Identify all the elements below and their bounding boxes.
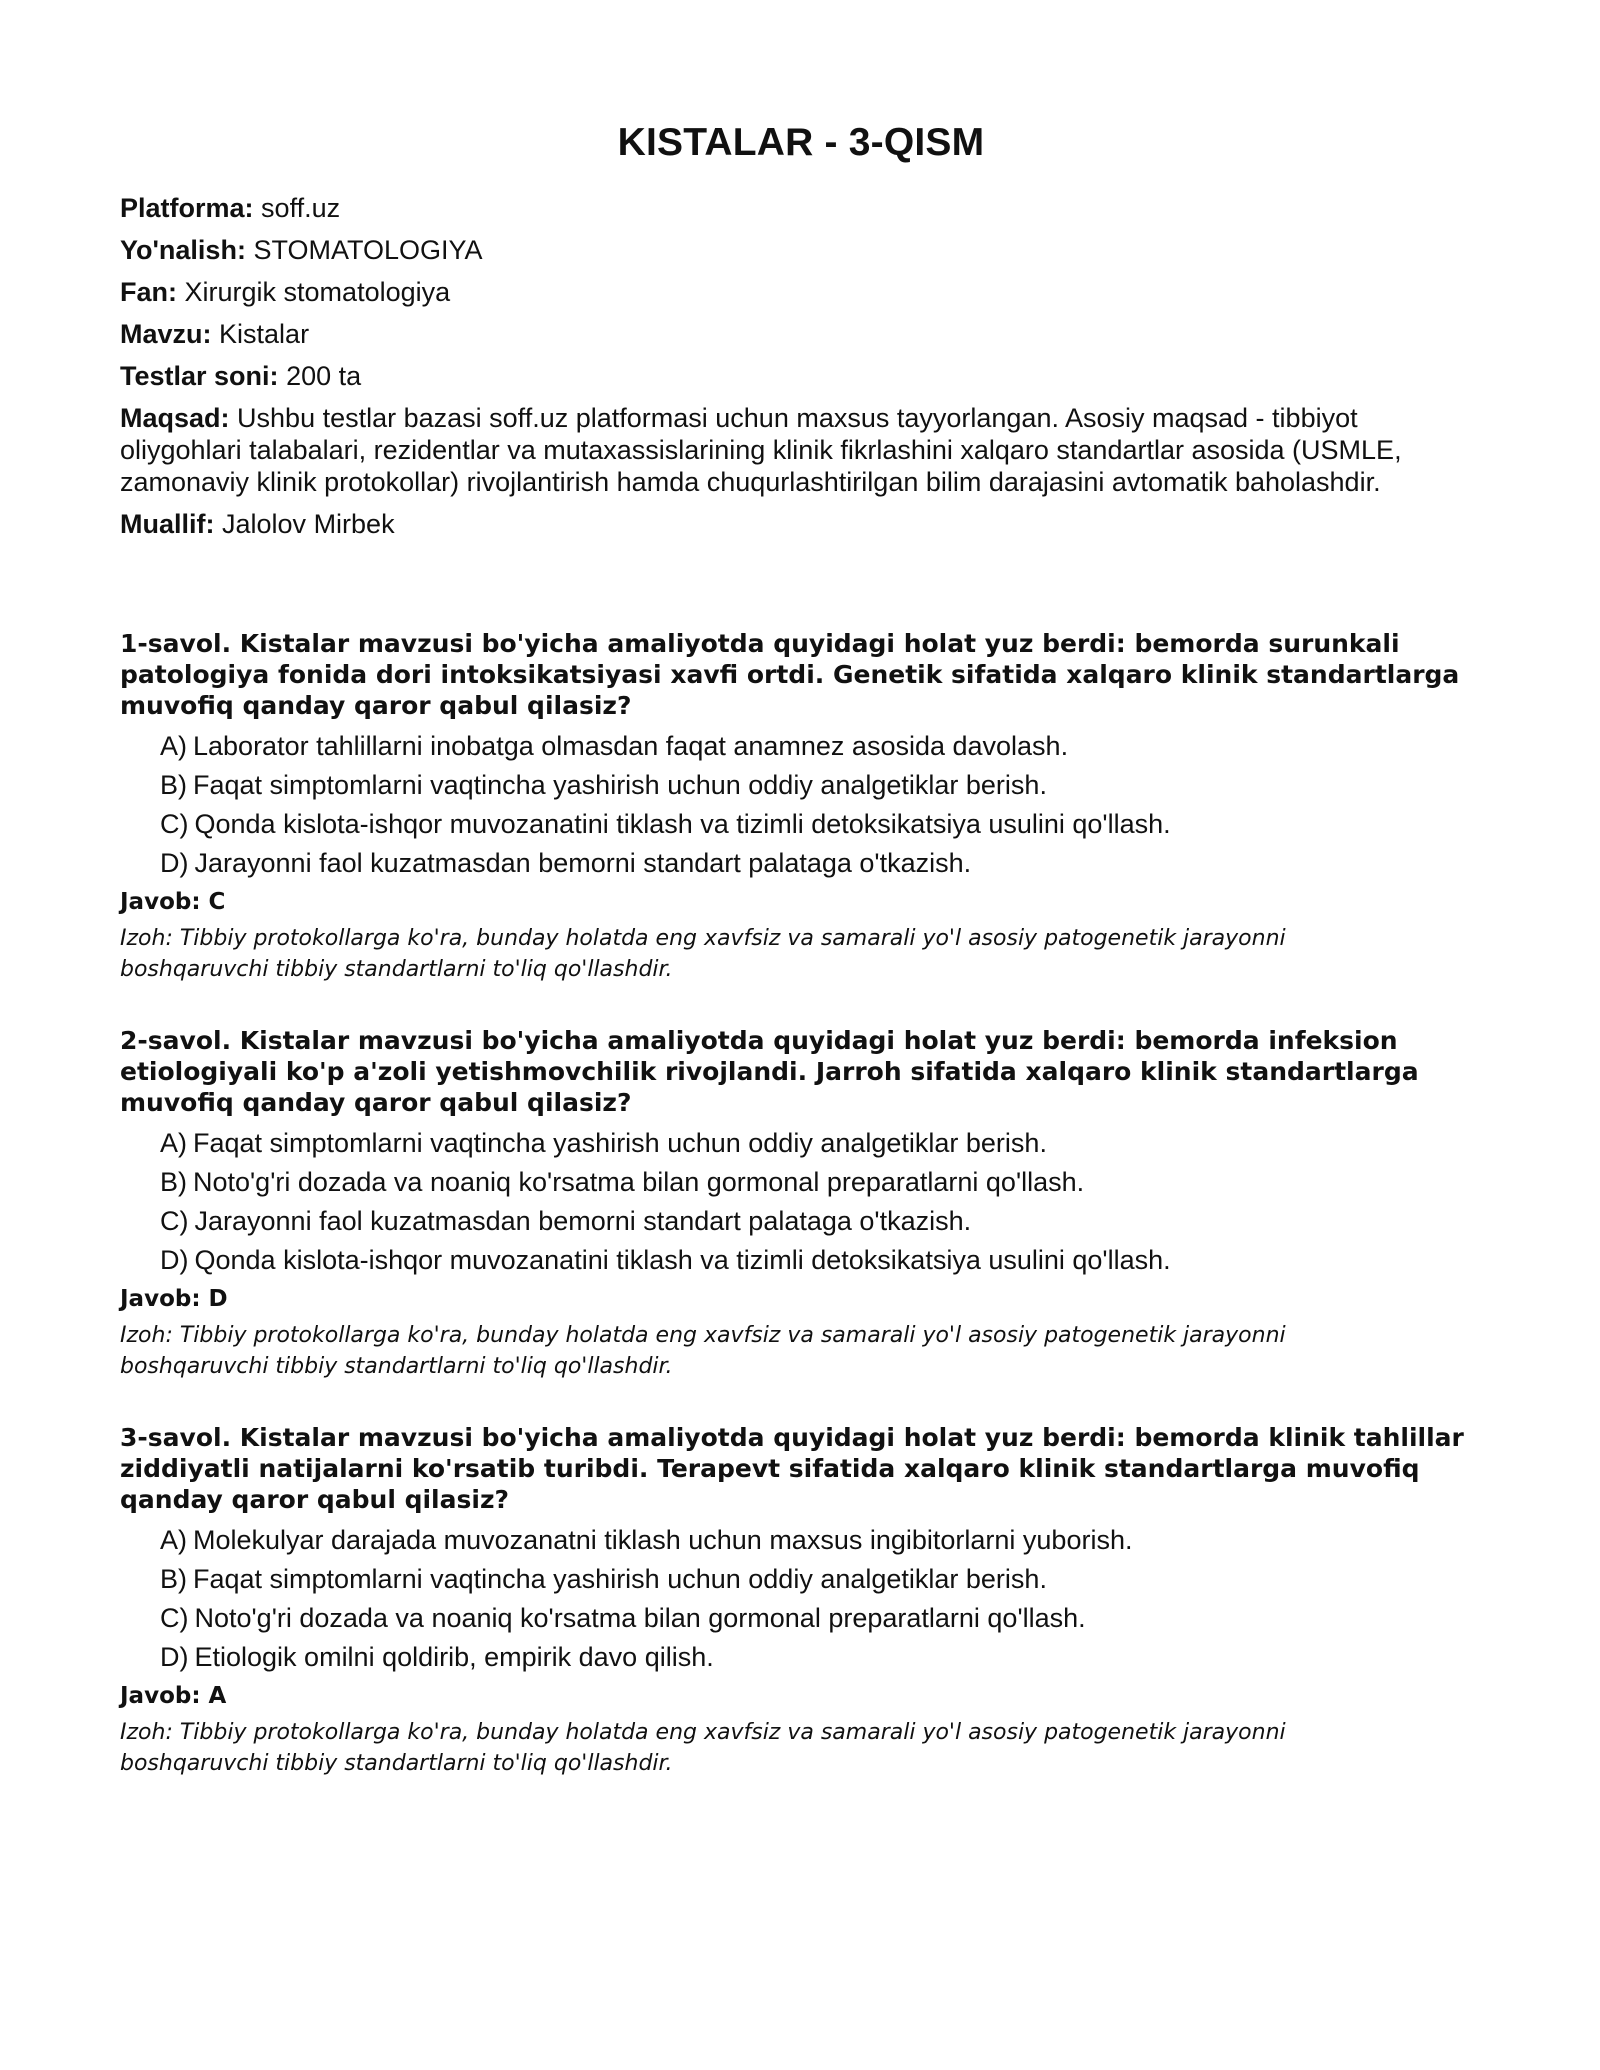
option-text: Faqat simptomlarni vaqtincha yashirish uchun oddiy analgetiklar berish.: [193, 770, 1047, 800]
question-3-option-b: [160, 1564, 1482, 1595]
option-text: Laborator tahlillarni inobatga olmasdan faqat anamnez asosida davolash.: [193, 731, 1069, 761]
question-1-option-a: [160, 731, 1482, 762]
meta-purpose-value: Ushbu testlar bazasi soff.uz platformasi uchun maxsus tayyorlangan. Asosiy maqsad - tibbiyot oliygohlari talabalari, rezidentlar va mutaxassislarining klinik fikrlashini xalqaro standartlar asosida (USMLE, zamonaviy klinik protokollar) rivojlantirish hamda chuqurlashtirilgan bilim darajasini avtomatik baholashdir.: [120, 403, 1402, 497]
question-2-explanation: Izoh: Tibbiy protokollarga ko'ra, bunday holatda eng xavfsiz va samarali yo'l asosiy patogenetik jarayonni boshqaruvchi tibbiy standartlarni to'liq qo'llashdir.: [120, 1323, 1286, 1379]
question-3-option-d: [160, 1642, 1482, 1673]
meta-topic-key: Mavzu:: [120, 319, 212, 349]
option-text: Faqat simptomlarni vaqtincha yashirish uchun oddiy analgetiklar berish.: [193, 1128, 1047, 1158]
metadata-block: [120, 192, 1482, 540]
option-text: Jarayonni faol kuzatmasdan bemorni standart palataga o'tkazish.: [194, 1206, 972, 1236]
option-text: Qonda kislota-ishqor muvozanatini tiklash va tizimli detoksikatsiya usulini qo'llash.: [194, 809, 1171, 839]
option-text: Molekulyar darajada muvozanatni tiklash uchun maxsus ingibitorlarni yuborish.: [193, 1525, 1133, 1555]
meta-test-count: [120, 360, 1482, 392]
meta-topic-value: Kistalar: [219, 319, 310, 349]
option-letter: C): [160, 1206, 189, 1236]
option-letter: C): [160, 809, 189, 839]
question-1-option-b: [160, 770, 1482, 801]
meta-platform-value: soff.uz: [261, 193, 341, 223]
option-letter: B): [160, 1167, 187, 1197]
option-letter: A): [160, 1128, 187, 1158]
question-3-options: [160, 1525, 1482, 1673]
question-2-options: [160, 1128, 1482, 1276]
question-3-answer: Javob: A: [120, 1683, 227, 1709]
meta-test-count-value: 200 ta: [286, 361, 362, 391]
question-1: [120, 628, 1482, 985]
option-text: Qonda kislota-ishqor muvozanatini tiklash va tizimli detoksikatsiya usulini qo'llash.: [194, 1245, 1171, 1275]
question-1-text: 1-savol. Kistalar mavzusi bo'yicha amaliyotda quyidagi holat yuz berdi: bemorda surunkali patologiya fonida dori intoksikatsiyasi xavfi ortdi. Genetik sifatida xalqaro klinik standartlarga muvofiq qanday qaror qabul qilasiz?: [120, 629, 1460, 720]
meta-test-count-key: Testlar soni:: [120, 361, 279, 391]
question-2-option-d: [160, 1245, 1482, 1276]
option-letter: B): [160, 770, 187, 800]
meta-subject-value: Xirurgik stomatologiya: [184, 277, 451, 307]
meta-direction-key: Yo'nalish:: [120, 235, 246, 265]
meta-purpose-key: Maqsad:: [120, 403, 230, 433]
option-letter: C): [160, 1603, 189, 1633]
option-letter: D): [160, 1642, 189, 1672]
question-1-option-d: [160, 848, 1482, 879]
option-text: Etiologik omilni qoldirib, empirik davo qilish.: [194, 1642, 714, 1672]
meta-subject-key: Fan:: [120, 277, 177, 307]
document-title: KISTALAR - 3-QISM: [617, 121, 985, 164]
question-2-option-b: [160, 1167, 1482, 1198]
meta-author: [120, 508, 1482, 540]
option-letter: A): [160, 1525, 187, 1555]
meta-platform: [120, 192, 1482, 224]
question-2-option-a: [160, 1128, 1482, 1159]
section-spacer: [120, 550, 1482, 628]
meta-platform-key: Platforma:: [120, 193, 254, 223]
question-1-options: [160, 731, 1482, 879]
option-letter: D): [160, 848, 189, 878]
option-text: Jarayonni faol kuzatmasdan bemorni standart palataga o'tkazish.: [194, 848, 972, 878]
meta-direction-value: STOMATOLOGIYA: [253, 235, 483, 265]
question-1-answer: Javob: C: [120, 889, 226, 915]
meta-purpose: [120, 402, 1482, 498]
option-letter: B): [160, 1564, 187, 1594]
question-3-text: 3-savol. Kistalar mavzusi bo'yicha amaliyotda quyidagi holat yuz berdi: bemorda klinik tahlillar ziddiyatli natijalarni ko'rsatib turibdi. Terapevt sifatida xalqaro klinik standartlarga muvofiq qanday qaror qabul qilasiz?: [120, 1423, 1464, 1514]
question-3-explanation: Izoh: Tibbiy protokollarga ko'ra, bunday holatda eng xavfsiz va samarali yo'l asosiy patogenetik jarayonni boshqaruvchi tibbiy standartlarni to'liq qo'llashdir.: [120, 1720, 1286, 1776]
question-3: [120, 1422, 1482, 1779]
meta-author-value: Jalolov Mirbek: [222, 509, 395, 539]
question-2-text: 2-savol. Kistalar mavzusi bo'yicha amaliyotda quyidagi holat yuz berdi: bemorda infeksion etiologiyali ko'p a'zoli yetishmovchilik rivojlandi. Jarroh sifatida xalqaro klinik standartlarga muvofiq qanday qaror qabul qilasiz?: [120, 1026, 1419, 1117]
meta-author-key: Muallif:: [120, 509, 215, 539]
meta-direction: [120, 234, 1482, 266]
option-letter: D): [160, 1245, 189, 1275]
question-1-option-c: [160, 809, 1482, 840]
meta-topic: [120, 318, 1482, 350]
option-text: Faqat simptomlarni vaqtincha yashirish uchun oddiy analgetiklar berish.: [193, 1564, 1047, 1594]
question-1-explanation: Izoh: Tibbiy protokollarga ko'ra, bunday holatda eng xavfsiz va samarali yo'l asosiy patogenetik jarayonni boshqaruvchi tibbiy standartlarni to'liq qo'llashdir.: [120, 926, 1286, 982]
question-2: [120, 1025, 1482, 1382]
question-2-option-c: [160, 1206, 1482, 1237]
option-text: Noto'g'ri dozada va noaniq ko'rsatma bilan gormonal preparatlarni qo'llash.: [193, 1167, 1085, 1197]
question-3-option-a: [160, 1525, 1482, 1556]
question-3-option-c: [160, 1603, 1482, 1634]
option-letter: A): [160, 731, 187, 761]
meta-subject: [120, 276, 1482, 308]
question-2-answer: Javob: D: [120, 1286, 228, 1312]
option-text: Noto'g'ri dozada va noaniq ko'rsatma bilan gormonal preparatlarni qo'llash.: [194, 1603, 1086, 1633]
